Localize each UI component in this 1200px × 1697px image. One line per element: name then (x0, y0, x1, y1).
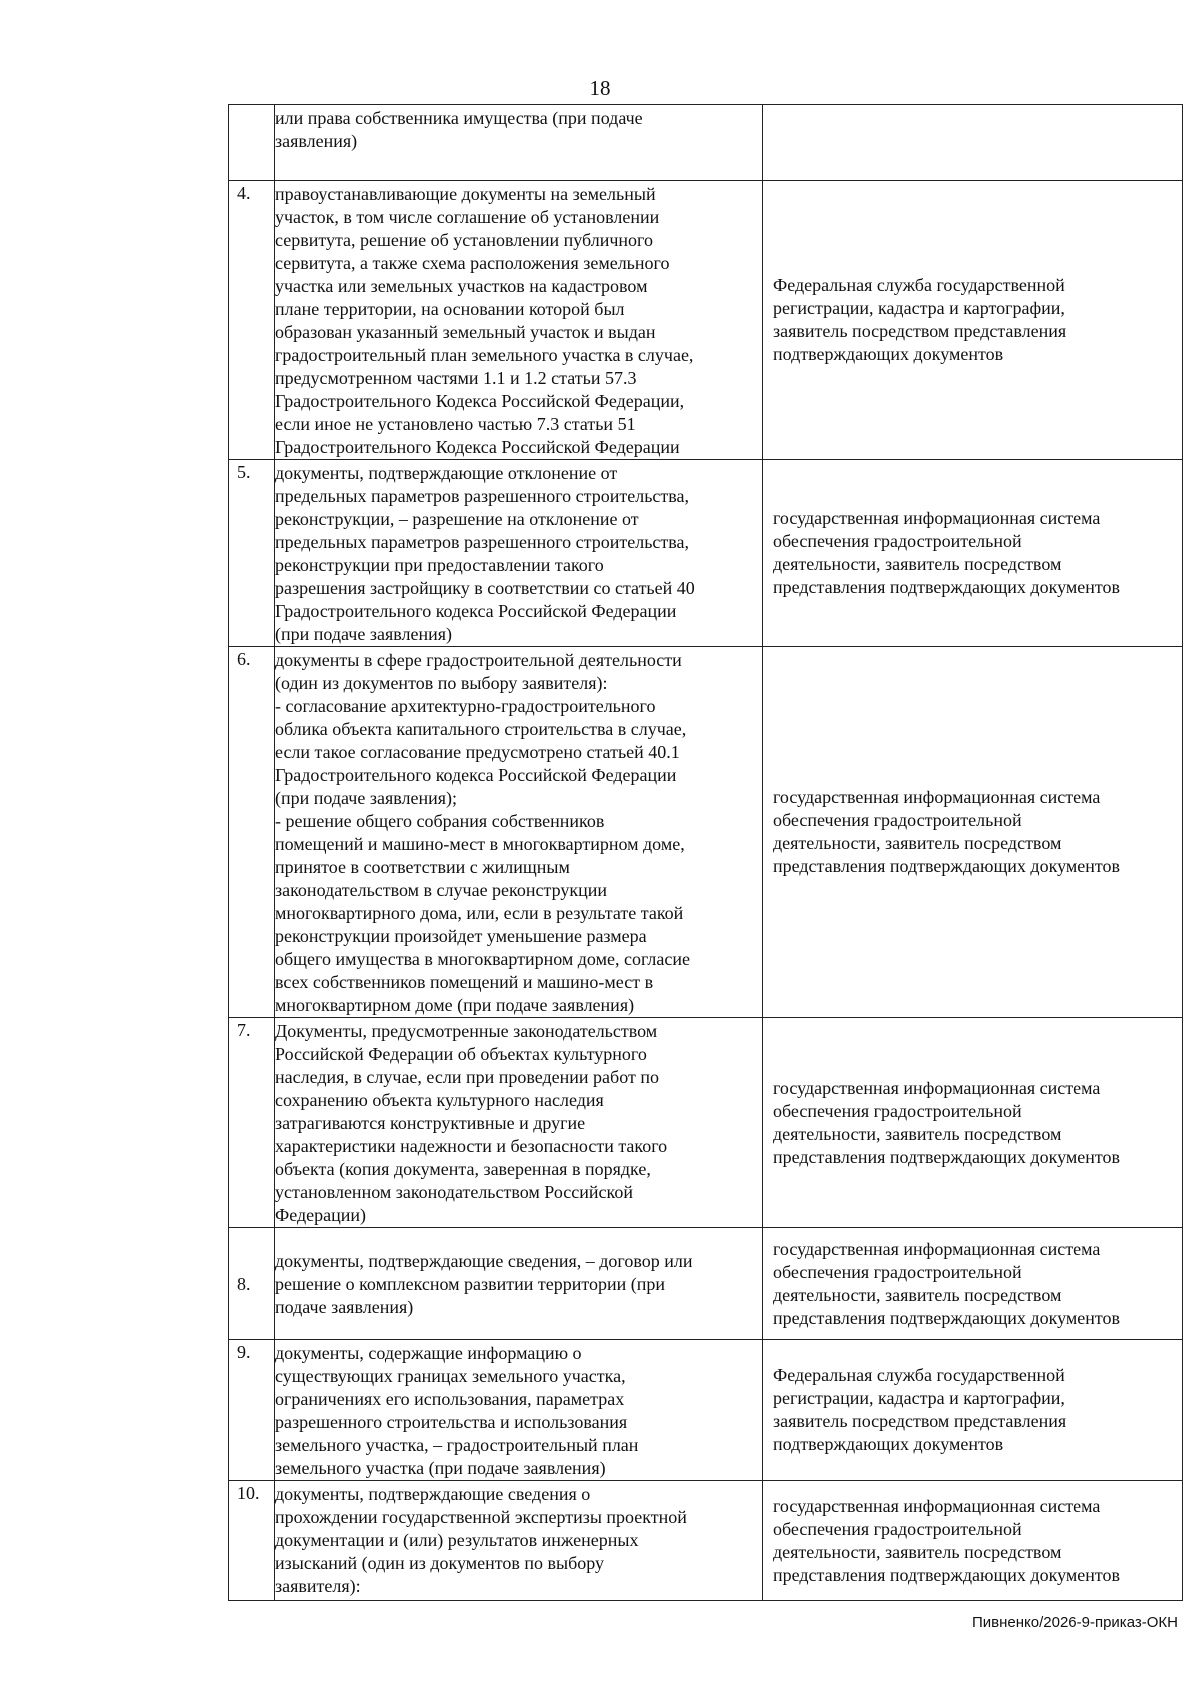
row-description: документы, содержащие информацию о существующих границах земельного участка, ограничениях его использования, параметрах разрешенного строительства и использования земельного участка, – градостроительный план земельного участка (при подаче заявления) (275, 1340, 763, 1481)
table-row (229, 460, 1183, 647)
page-number: 18 (589, 76, 611, 100)
row-number: 7. (229, 1018, 275, 1228)
table-row (229, 647, 1183, 1018)
row-number: 6. (229, 647, 275, 1018)
row-source: Федеральная служба государственной регистрации, кадастра и картографии, заявитель посредством представления подтверждающих документов (763, 181, 1183, 460)
row-number: 10. (229, 1481, 275, 1601)
row-description: документы, подтверждающие сведения о прохождении государственной экспертизы проектной документации и (или) результатов инженерных изысканий (один из документов по выбору заявителя): (275, 1481, 763, 1601)
row-number: 8. (229, 1228, 275, 1340)
document-footer-id: Пивненко/2026-9-приказ-ОКН (971, 1614, 1178, 1631)
row-number: 4. (229, 181, 275, 460)
row-source: государственная информационная система обеспечения градостроительной деятельности, заявитель посредством представления подтверждающих документов (763, 647, 1183, 1018)
row-description: документы, подтверждающие отклонение от предельных параметров разрешенного строительства, реконструкции, – разрешение на отклонение от предельных параметров разрешенного строительства, реконструкции при предоставлении такого разрешения застройщику в соответствии со статьей 40 Градостроительного кодекса Российской Федерации (при подаче заявления) (275, 460, 763, 647)
row-number: 5. (229, 460, 275, 647)
table-row (229, 1018, 1183, 1228)
row-source: государственная информационная система обеспечения градостроительной деятельности, заявитель посредством представления подтверждающих документов (763, 460, 1183, 647)
table-row (229, 1481, 1183, 1601)
row-description: Документы, предусмотренные законодательством Российской Федерации об объектах культурного наследия, в случае, если при проведении работ по сохранению объекта культурного наследия затрагиваются конструктивные и другие характеристики надежности и безопасности такого объекта (копия документа, заверенная в порядке, установленном законодательством Российской Федерации) (275, 1018, 763, 1228)
row-source: государственная информационная система обеспечения градостроительной деятельности, заявитель посредством представления подтверждающих документов (763, 1481, 1183, 1601)
row-number (229, 105, 275, 181)
row-source: государственная информационная система обеспечения градостроительной деятельности, заявитель посредством представления подтверждающих документов (763, 1228, 1183, 1340)
row-description: документы в сфере градостроительной деятельности (один из документов по выбору заявителя): - согласование архитектурно-градостроительного облика объекта капитального строительства в случае, если такое согласование предусмотрено статьей 40.1 Градостроительного кодекса Российской Федерации (при подаче заявления); - решение общего собрания собственников помещений и машино-мест в многоквартирном доме, принятое в соответствии с жилищным законодательством в случае реконструкции многоквартирного дома, или, если в результате такой реконструкции произойдет уменьшение размера общего имущества в многоквартирном доме, согласие всех собственников помещений и машино-мест в многоквартирном доме (при подаче заявления) (275, 647, 763, 1018)
row-description: или права собственника имущества (при подаче заявления) (275, 105, 763, 181)
row-source: государственная информационная система обеспечения градостроительной деятельности, заявитель посредством представления подтверждающих документов (763, 1018, 1183, 1228)
table-row (229, 105, 1183, 181)
row-description: документы, подтверждающие сведения, – договор или решение о комплексном развитии территории (при подаче заявления) (275, 1228, 763, 1340)
table-row (229, 1228, 1183, 1340)
row-number: 9. (229, 1340, 275, 1481)
table-row (229, 1340, 1183, 1481)
table-row (229, 181, 1183, 460)
row-source (763, 105, 1183, 181)
row-source: Федеральная служба государственной регистрации, кадастра и картографии, заявитель посредством представления подтверждающих документов (763, 1340, 1183, 1481)
documents-table (228, 104, 1183, 1601)
row-description: правоустанавливающие документы на земельный участок, в том числе соглашение об установлении сервитута, решение об установлении публичного сервитута, а также схема расположения земельного участка или земельных участков на кадастровом плане территории, на основании которой был образован указанный земельный участок и выдан градостроительный план земельного участка в случае, предусмотренном частями 1.1 и 1.2 статьи 57.3 Градостроительного Кодекса Российской Федерации, если иное не установлено частью 7.3 статьи 51 Градостроительного Кодекса Российской Федерации (275, 181, 763, 460)
